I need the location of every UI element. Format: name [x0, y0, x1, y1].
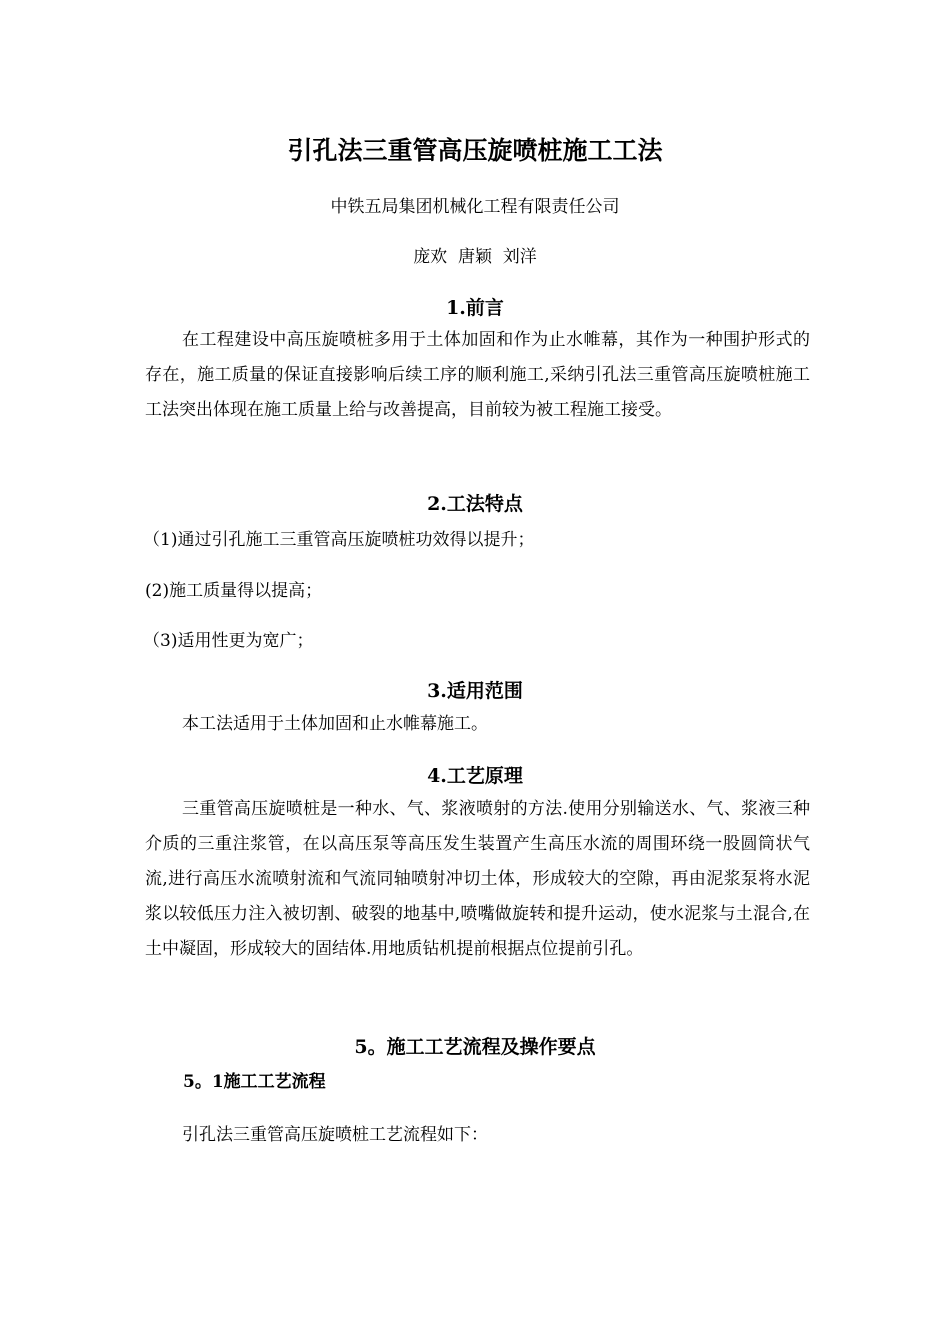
section-heading-preface: 1.前言 — [446, 297, 504, 319]
section-paragraph-process: 引孔法三重管高压旋喷桩工艺流程如下： — [182, 1125, 488, 1145]
section-heading-principle: 4.工艺原理 — [427, 765, 523, 787]
company-name: 中铁五局集团机械化工程有限责任公司 — [330, 197, 620, 217]
subsection-heading-process-flow: 5。1施工工艺流程 — [183, 1072, 326, 1092]
section-paragraph-scope: 本工法适用于土体加固和止水帷幕施工。 — [182, 714, 488, 734]
list-item: (2)施工质量得以提高； — [145, 581, 323, 601]
section-heading-features: 2.工法特点 — [427, 493, 523, 515]
section-paragraph-preface: 在工程建设中高压旋喷桩多用于土体加固和作为止水帷幕，其作为一种围护形式的存在，施工质量的保证直接影响后续工序的顺利施工,采纳引孔法三重管高压旋喷桩施工工法突出体现在施工质量上给与改善提高，目前较为被工程施工接受。 — [145, 330, 810, 420]
list-item: （1)通过引孔施工三重管高压旋喷桩功效得以提升； — [143, 530, 535, 550]
authors: 庞欢 唐颖 刘洋 — [413, 247, 537, 267]
document-title: 引孔法三重管高压旋喷桩施工工法 — [287, 136, 663, 165]
section-paragraph-principle: 三重管高压旋喷桩是一种水、气、浆液喷射的方法.使用分别输送水、气、浆液三种介质的三重注浆管，在以高压泵等高压发生装置产生高压水流的周围环绕一股圆筒状气流,进行高压水流喷射流和气流同轴喷射冲切土体，形成较大的空隙，再由泥浆泵将水泥浆以较低压力注入被切割、破裂的地基中,喷嘴做旋转和提升运动，使水泥浆与土混合,在土中凝固，形成较大的固结体.用地质钻机提前根据点位提前引孔。 — [145, 799, 810, 959]
section-heading-scope: 3.适用范围 — [427, 680, 523, 702]
section-heading-process: 5。施工工艺流程及操作要点 — [354, 1036, 596, 1058]
list-item: （3)适用性更为宽广； — [143, 631, 314, 651]
